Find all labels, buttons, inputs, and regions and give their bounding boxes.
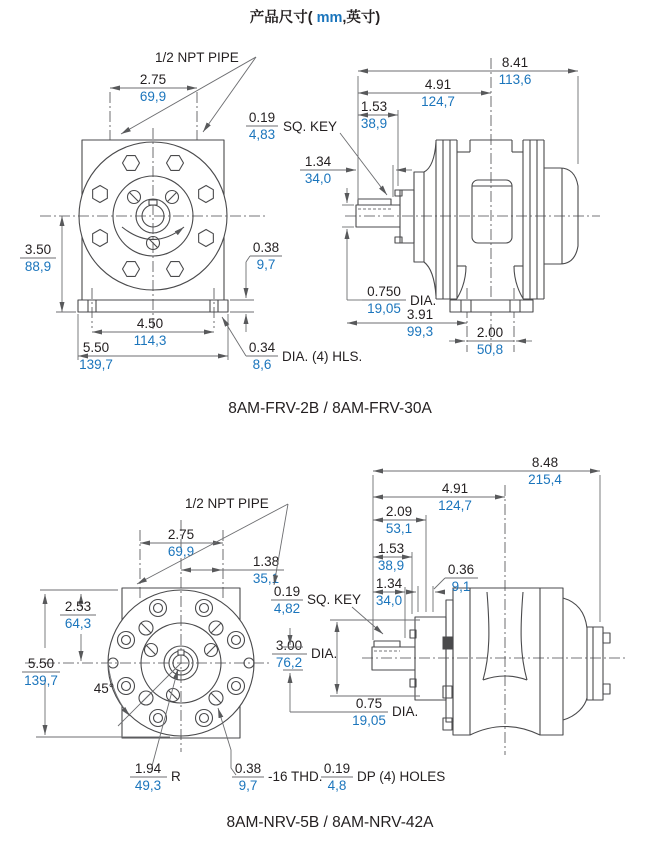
fig2-shaft [372,647,415,670]
svg-text:0.38: 0.38 [234,761,262,776]
fig2-rear-cap [587,627,603,700]
svg-text:9,1: 9,1 [451,579,471,594]
svg-text:19,05: 19,05 [367,301,401,316]
svg-text:1.94: 1.94 [134,761,162,776]
svg-text:0.750: 0.750 [367,284,401,299]
svg-text:4.91: 4.91 [424,77,452,92]
svg-text:2.09: 2.09 [385,504,413,519]
svg-text:49,3: 49,3 [134,778,162,793]
fig1-keyway [149,200,157,205]
fig1-bearing-cap [400,190,414,243]
dim-fig1-3_50 [20,216,76,312]
fig1-cooling-rib-front [436,140,457,299]
dim-fig1-4_50 [92,316,214,348]
fig2-bearing-cap [415,617,446,700]
svg-text:SQ. KEY: SQ. KEY [307,592,362,607]
fig2-shaft-key [374,641,400,647]
dim-fig2-1_38 [181,554,284,586]
svg-text:76,2: 76,2 [275,655,303,670]
svg-text:124,7: 124,7 [438,498,472,513]
svg-text:8.41: 8.41 [501,55,529,70]
dim-fig1-1_53 [358,99,398,186]
svg-text:215,4: 215,4 [528,472,562,487]
svg-text:53,1: 53,1 [385,521,413,536]
svg-text:1.53: 1.53 [360,99,388,114]
svg-text:1.53: 1.53 [377,541,405,556]
svg-text:19,05: 19,05 [352,713,386,728]
svg-text:4,83: 4,83 [248,127,276,142]
svg-text:0.19: 0.19 [273,584,301,599]
svg-text:5.50: 5.50 [27,656,55,671]
svg-text:5.50: 5.50 [82,340,110,355]
svg-text:DIA.: DIA. [311,646,338,661]
svg-text:34,0: 34,0 [304,171,332,186]
svg-text:4.91: 4.91 [441,481,469,496]
svg-text:-16 THD.: -16 THD. [268,769,323,784]
svg-text:69,9: 69,9 [139,89,167,104]
svg-text:139,7: 139,7 [79,357,113,372]
dim-fig2-2_53 [40,590,118,661]
svg-text:8.48: 8.48 [531,455,559,470]
dim-fig1-2_00 [449,325,532,357]
svg-text:88,9: 88,9 [24,259,52,274]
dim-fig2-thd-holes [218,708,445,793]
svg-text:113,6: 113,6 [498,72,532,87]
page-title: 产品尺寸( mm,英寸) [249,10,381,26]
svg-text:DIA.: DIA. [392,704,419,719]
svg-text:1.34: 1.34 [375,576,403,591]
fig2-angle-label: 45° [93,681,115,696]
fig2-rear-disc [540,588,563,735]
svg-text:0.34: 0.34 [248,340,276,355]
dim-fig2-2_75 [140,527,223,559]
svg-text:4,82: 4,82 [273,601,301,616]
svg-text:8,6: 8,6 [252,357,272,372]
svg-text:35,1: 35,1 [252,571,280,586]
svg-text:0.36: 0.36 [447,562,475,577]
svg-text:34,0: 34,0 [375,593,403,608]
svg-text:4,8: 4,8 [327,778,347,793]
svg-text:3.91: 3.91 [406,307,434,322]
svg-text:99,3: 99,3 [406,324,434,339]
fig2-front-view [25,520,272,752]
svg-text:139,7: 139,7 [24,673,58,688]
svg-text:1.38: 1.38 [252,554,280,569]
dim-fig1-3_91 [347,307,467,339]
fig2-dimensions [22,455,600,793]
svg-text:64,3: 64,3 [64,616,92,631]
label-fig2-sq-key [271,584,383,634]
svg-text:69,9: 69,9 [167,544,195,559]
svg-text:50,8: 50,8 [476,342,504,357]
title-mm-unit: mm [316,10,343,26]
svg-text:1/2 NPT PIPE: 1/2 NPT PIPE [185,496,269,511]
dim-fig1-8_41 [358,55,578,200]
svg-text:38,9: 38,9 [377,558,405,573]
dim-fig2-8_48 [373,455,600,640]
svg-text:0.75: 0.75 [355,696,383,711]
dim-fig1-2_75 [110,72,197,104]
fig1-front-view [40,92,268,332]
svg-text:4.50: 4.50 [136,316,164,331]
svg-text:3.00: 3.00 [275,638,303,653]
svg-text:3.50: 3.50 [24,242,52,257]
svg-text:2.00: 2.00 [476,325,504,340]
dim-fig2-3_00-dia [272,620,420,696]
fig2-lug-filled [443,637,452,649]
fig1-cooling-rib-rear [523,140,544,299]
svg-text:DIA. (4) HLS.: DIA. (4) HLS. [282,349,363,364]
svg-text:0.19: 0.19 [248,110,276,125]
svg-text:DP (4) HOLES: DP (4) HOLES [357,769,446,784]
fig2-keyway [178,650,184,655]
fig1-shaft-key [358,199,391,205]
fig2-adapter-ring [446,600,453,722]
dim-fig1-0_38 [230,240,282,332]
svg-text:114,3: 114,3 [133,333,167,348]
fig1-caption: 8AM-FRV-2B / 8AM-FRV-30A [228,400,432,417]
dim-fig2-0_36 [410,562,478,612]
svg-text:2.53: 2.53 [64,599,92,614]
fig1-front-plate [414,172,424,262]
svg-text:1.34: 1.34 [304,154,332,169]
svg-text:2.75: 2.75 [167,527,195,542]
svg-text:2.75: 2.75 [139,72,167,87]
fig2-front-disc [453,588,470,735]
svg-text:9,7: 9,7 [238,778,258,793]
svg-text:9,7: 9,7 [256,257,276,272]
svg-text:SQ. KEY: SQ. KEY [283,119,338,134]
fig2-caption: 8AM-NRV-5B / 8AM-NRV-42A [226,814,434,831]
svg-text:38,9: 38,9 [360,116,388,131]
svg-text:0.19: 0.19 [323,761,351,776]
dim-fig1-0_34-holes [222,317,362,372]
svg-text:DIA.: DIA. [410,293,437,308]
svg-text:0.38: 0.38 [252,240,280,255]
svg-text:R: R [171,769,181,784]
svg-text:1/2 NPT PIPE: 1/2 NPT PIPE [155,50,239,65]
fig1-center-body [456,140,524,300]
svg-text:124,7: 124,7 [421,94,455,109]
dim-fig2-1_34 [373,576,405,638]
